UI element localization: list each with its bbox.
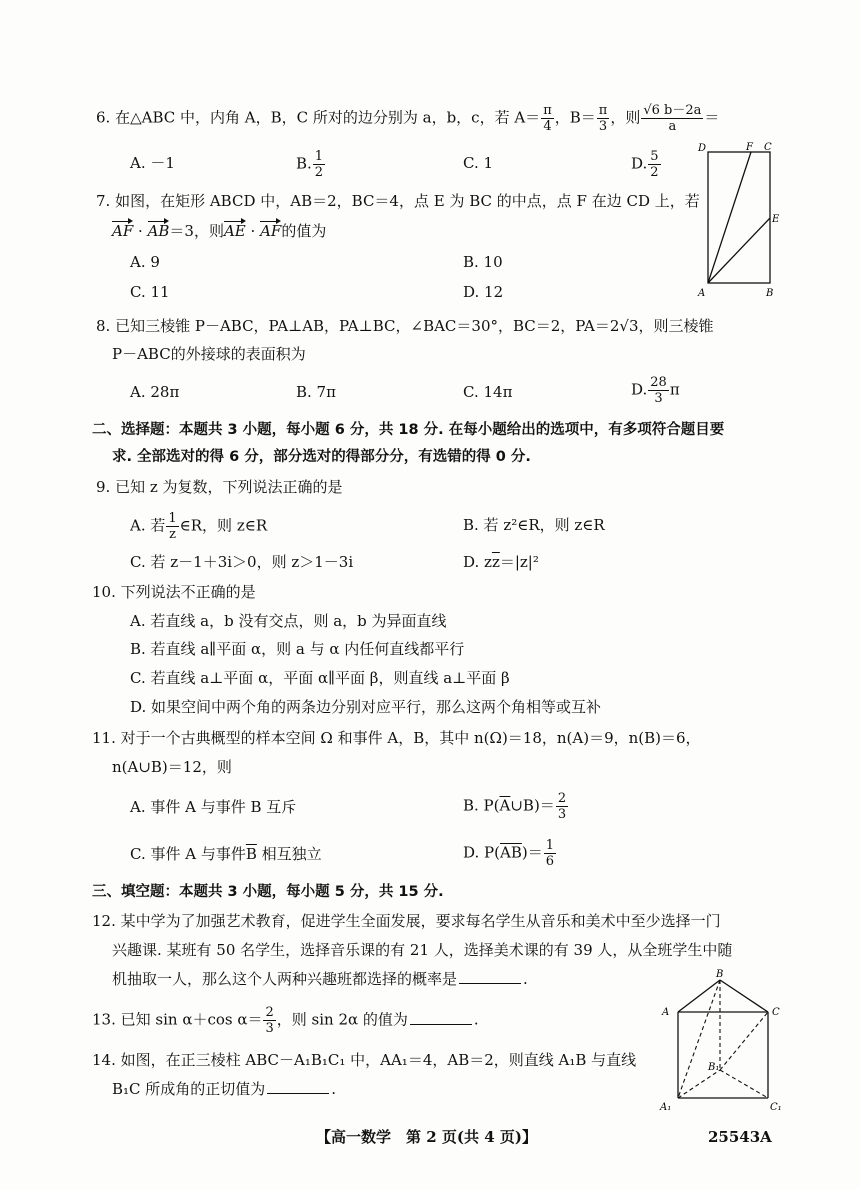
- q9-option-a-prefix: A. 若: [130, 516, 166, 535]
- label-c: C: [764, 142, 772, 153]
- q9-option-a-suffix: ∈R，则 z∈R: [179, 516, 268, 535]
- q9-option-a-frac: [166, 512, 178, 541]
- segment-ae: [708, 218, 770, 283]
- q6-option-d-prefix: D.: [631, 154, 648, 173]
- q7-dot2: ·: [245, 222, 261, 240]
- footer-page-info: 【高一数学 第 2 页(共 4 页)】: [316, 1128, 537, 1146]
- q6-option-d-den: 2: [650, 165, 659, 180]
- q11-option-c-complement: $\overline{B}$: [245, 845, 257, 863]
- q12-line2: 兴趣课. 某班有 50 名学生，选择音乐课的有 21 人，选择美术课的有 39 人，从全班学生中随: [112, 941, 733, 959]
- q6-option-c: C. 1: [463, 154, 494, 172]
- q9-option-d-suffix: ＝|z|²: [499, 553, 539, 571]
- q6-frac-b-den: 3: [598, 119, 608, 134]
- label-a1-prism: A₁: [660, 1102, 672, 1113]
- q8-option-d-suffix: π: [669, 380, 680, 399]
- q6-frac-a-den: 4: [543, 119, 552, 134]
- q11-option-d-frac: [544, 839, 556, 868]
- q8-option-d-frac: [648, 376, 669, 405]
- rectangle-abcd: [708, 152, 770, 283]
- q9-option-a: [130, 512, 267, 541]
- label-b1-prism: B₁: [708, 1062, 720, 1073]
- q11-option-c: [130, 843, 322, 865]
- q11-option-d-mid: )＝: [521, 843, 543, 862]
- label-d: D: [698, 143, 707, 154]
- q8-option-a: A. 28π: [130, 383, 180, 401]
- vector-ae: AE: [223, 222, 246, 240]
- q9-option-a-num: 1: [168, 511, 177, 526]
- q11-option-b-mid: ∪B)＝: [510, 796, 555, 815]
- q6-stem-mid: ，B＝: [554, 108, 596, 127]
- segment-af: [708, 152, 751, 283]
- label-f: F: [746, 142, 753, 153]
- q6-frac-a: [541, 104, 554, 133]
- q7-option-d: D. 12: [463, 283, 504, 301]
- q11-line2: n(A∪B)＝12，则: [112, 758, 232, 776]
- label-b: B: [766, 288, 774, 299]
- q9-option-c: C. 若 z－1＋3i＞0，则 z＞1－3i: [130, 553, 354, 571]
- q7-dot1: ·: [133, 222, 148, 240]
- q6-option-d-frac: [648, 150, 660, 179]
- q6-frac-a-num: π: [543, 103, 552, 118]
- q10-stem: 10. 下列说法不正确的是: [92, 583, 256, 601]
- q6-stem-tail: ＝: [704, 108, 720, 127]
- q13-line: [92, 1006, 479, 1035]
- edge-ab: [678, 980, 720, 1012]
- q8-line1: 8. 已知三棱锥 P－ABC，PA⊥AB，PA⊥BC，∠BAC＝30°，BC＝2，PA＝2√3，则三棱锥: [96, 317, 714, 335]
- q11-option-a: A. 事件 A 与事件 B 互斥: [130, 798, 297, 816]
- q9-option-d-conjugate: $\overline{z}$: [491, 553, 500, 571]
- q14-line2-text: B₁C 所成角的正切值为: [112, 1080, 266, 1098]
- vector-af: AF: [112, 222, 134, 240]
- q6-frac-expr-den: a: [668, 119, 677, 134]
- q13-frac-den: 3: [265, 1021, 274, 1036]
- q8-option-c: C. 14π: [463, 383, 513, 401]
- label-e: E: [772, 214, 780, 225]
- q9-stem: 9. 已知 z 为复数，下列说法正确的是: [96, 478, 343, 496]
- q11-option-d-complement: $\overline{AB}$: [499, 843, 522, 862]
- q12-line1: 12. 某中学为了加强艺术教育，促进学生全面发展，要求每名学生从音乐和美术中至少选择一门: [92, 912, 721, 930]
- rectangle-abcd-figure: [692, 138, 788, 304]
- q6-frac-expr: [641, 104, 703, 133]
- edge-bc: [720, 980, 768, 1012]
- q11-option-b: [463, 792, 569, 821]
- q9-option-d: [463, 551, 539, 573]
- q6-frac-b-num: π: [598, 103, 608, 118]
- q11-option-c-prefix: C. 事件 A 与事件: [130, 845, 246, 863]
- vector-af-2: AF: [260, 222, 282, 240]
- q7-eq3: ＝3，则: [169, 222, 224, 240]
- q8-option-b: B. 7π: [296, 383, 336, 401]
- vector-ab: AB: [147, 222, 170, 240]
- q14-answer-blank[interactable]: [267, 1079, 329, 1094]
- q6-option-d: [631, 150, 662, 179]
- q12-line3-end: .: [523, 970, 528, 988]
- q6-option-b-frac: [313, 150, 325, 179]
- q6-option-b-prefix: B.: [296, 154, 312, 173]
- q8-option-d-prefix: D.: [631, 380, 648, 399]
- q11-option-d-num: 1: [545, 838, 554, 853]
- q11-line1: 11. 对于一个古典概型的样本空间 Ω 和事件 A，B，其中 n(Ω)＝18，n(A)＝9，n(B)＝6，: [92, 729, 701, 747]
- q11-option-b-num: 2: [557, 791, 567, 806]
- edge-b1c1: [720, 1070, 768, 1098]
- q7-line1: 7. 如图，在矩形 ABCD 中，AB＝2，BC＝4，点 E 为 BC 的中点，点 F 在边 CD 上，若: [96, 192, 700, 210]
- label-c-prism: C: [772, 1007, 780, 1018]
- label-a: A: [698, 288, 706, 299]
- section-3-heading: 三、填空题：本题共 3 小题，每小题 5 分，共 15 分.: [92, 884, 444, 900]
- q9-option-a-den: z: [169, 527, 176, 542]
- q6-stem: [96, 104, 719, 133]
- q8-option-d-den: 3: [654, 391, 663, 406]
- q11-option-b-prefix: B. P(: [463, 796, 500, 815]
- q8-option-d: [631, 376, 680, 405]
- q8-line2: P－ABC的外接球的表面积为: [112, 345, 306, 363]
- section-2-heading-cont: 求. 全部选对的得 6 分，部分选对的得部分分，有选错的得 0 分.: [112, 449, 531, 465]
- q10-option-b: B. 若直线 a∥平面 α，则 a 与 α 内任何直线都平行: [130, 640, 465, 658]
- q7-option-b: B. 10: [463, 253, 503, 271]
- q14-line2: [112, 1078, 336, 1100]
- q7-line2: [112, 220, 326, 242]
- q13-end: .: [473, 1010, 479, 1029]
- q8-option-d-num: 28: [650, 375, 667, 390]
- triangular-prism-figure: [656, 966, 796, 1114]
- q10-option-a: A. 若直线 a，b 没有交点，则 a，b 为异面直线: [130, 612, 447, 630]
- q13-frac-num: 2: [265, 1005, 274, 1020]
- q6-frac-expr-num: √6 b－2a: [643, 103, 702, 118]
- q14-line1: 14. 如图，在正三棱柱 ABC－A₁B₁C₁ 中，AA₁＝4，AB＝2，则直线 A₁B 与直线: [92, 1051, 637, 1069]
- q12-answer-blank[interactable]: [459, 969, 521, 984]
- q9-option-d-prefix: D. z: [463, 553, 492, 571]
- q6-stem-end: ，则: [610, 108, 641, 127]
- q11-option-b-complement: $\overline{A}$: [499, 796, 511, 815]
- q7-option-c: C. 11: [130, 283, 170, 301]
- q11-option-d-prefix: D. P(: [463, 843, 500, 862]
- q6-option-b-den: 2: [314, 165, 324, 180]
- q6-option-a: A. －1: [130, 154, 175, 172]
- q13-answer-blank[interactable]: [410, 1010, 472, 1025]
- segment-a1b: [678, 980, 720, 1098]
- label-c1-prism: C₁: [770, 1102, 782, 1113]
- q6-stem-text: 6. 在△ABC 中，内角 A，B，C 所对的边分别为 a，b，c，若 A＝: [96, 108, 541, 127]
- q11-option-d: [463, 839, 557, 868]
- q6-option-b-num: 1: [314, 149, 324, 164]
- q6-option-d-num: 5: [650, 149, 659, 164]
- q9-option-b: B. 若 z²∈R，则 z∈R: [463, 516, 605, 534]
- label-a-prism: A: [662, 1007, 670, 1018]
- q11-option-c-suffix: 相互独立: [256, 845, 322, 863]
- footer-code: 25543A: [708, 1128, 772, 1146]
- q6-frac-b: [597, 104, 610, 133]
- edge-a1b1: [678, 1070, 720, 1098]
- q13-frac: [263, 1006, 275, 1035]
- q7-tail: 的值为: [281, 222, 327, 240]
- q7-option-a: A. 9: [130, 253, 160, 271]
- q10-option-c: C. 若直线 a⊥平面 α，平面 α∥平面 β，则直线 a⊥平面 β: [130, 669, 510, 687]
- q6-option-b: [296, 150, 326, 179]
- label-b-prism: B: [716, 969, 724, 980]
- q14-line2-end: .: [331, 1080, 337, 1098]
- q10-option-d: D. 如果空间中两个角的两条边分别对应平行，那么这两个角相等或互补: [130, 698, 602, 716]
- q11-option-b-den: 3: [557, 807, 567, 822]
- q12-line3-text: 机抽取一人，那么这个人两种兴趣班都选择的概率是: [112, 970, 458, 988]
- section-2-heading: 二、选择题：本题共 3 小题，每小题 6 分，共 18 分. 在每小题给出的选项中，有多项符合题目要: [92, 422, 725, 438]
- q12-line3: [112, 968, 528, 990]
- q11-option-b-frac: [556, 792, 568, 821]
- segment-b1c: [720, 1012, 768, 1070]
- q13-suffix: ，则 sin 2α 的值为: [276, 1010, 408, 1029]
- q11-option-d-den: 6: [545, 854, 554, 869]
- q13-prefix: 13. 已知 sin α＋cos α＝: [92, 1010, 263, 1029]
